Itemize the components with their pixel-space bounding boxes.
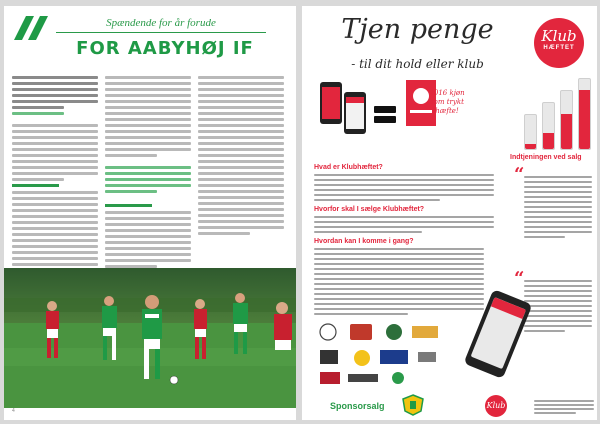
club-crest-icon [402, 394, 424, 416]
earnings-bar [524, 114, 537, 150]
green-stripes-icon [14, 16, 48, 40]
column-subheading [12, 184, 59, 187]
klub-footer-logo: Klub [485, 395, 507, 417]
text-column-2 [105, 76, 191, 271]
text-column-1 [12, 76, 98, 287]
footer-brand: Sponsorsalg [330, 401, 385, 411]
ad-subheadline: - til dit hold eller klub [351, 57, 484, 71]
earnings-caption: Indtjeningen ved salg [510, 154, 582, 161]
ad-headline: Tjen penge [341, 14, 494, 45]
column-subheading [105, 204, 152, 207]
football-match-photo [4, 268, 296, 408]
earnings-bar [560, 90, 573, 150]
quote-mark-icon: “ [514, 268, 525, 289]
section-body [314, 174, 494, 204]
section-heading: Hvordan kan I komme i gang? [314, 238, 414, 245]
earnings-bar [542, 102, 555, 150]
contact-details [534, 400, 594, 416]
section-body [314, 248, 484, 318]
klubhaeftet-logo: Klub HÆFTET [534, 18, 584, 68]
sponsor-logos [314, 318, 474, 388]
left-page [4, 6, 296, 420]
article-kicker: Spændende for år forude [106, 17, 216, 29]
section-heading: Hvorfor skal I sælge Klubhæftet? [314, 206, 425, 213]
earnings-bar [578, 78, 591, 150]
section-heading: Hvad er Klubhæftet? [314, 164, 383, 171]
text-column-3 [198, 76, 284, 238]
quote-mark-icon: “ [514, 164, 525, 185]
page-number: 4 [12, 408, 15, 414]
kicker-divider [56, 32, 266, 33]
testimonial-1 [524, 176, 592, 241]
right-page [302, 6, 597, 420]
promo-callout: 2016 kjøn som trykt hæfte! [429, 89, 465, 115]
testimonial-2 [524, 280, 592, 335]
section-body [314, 216, 494, 236]
article-title: FOR AABYHØJ IF [76, 38, 254, 59]
